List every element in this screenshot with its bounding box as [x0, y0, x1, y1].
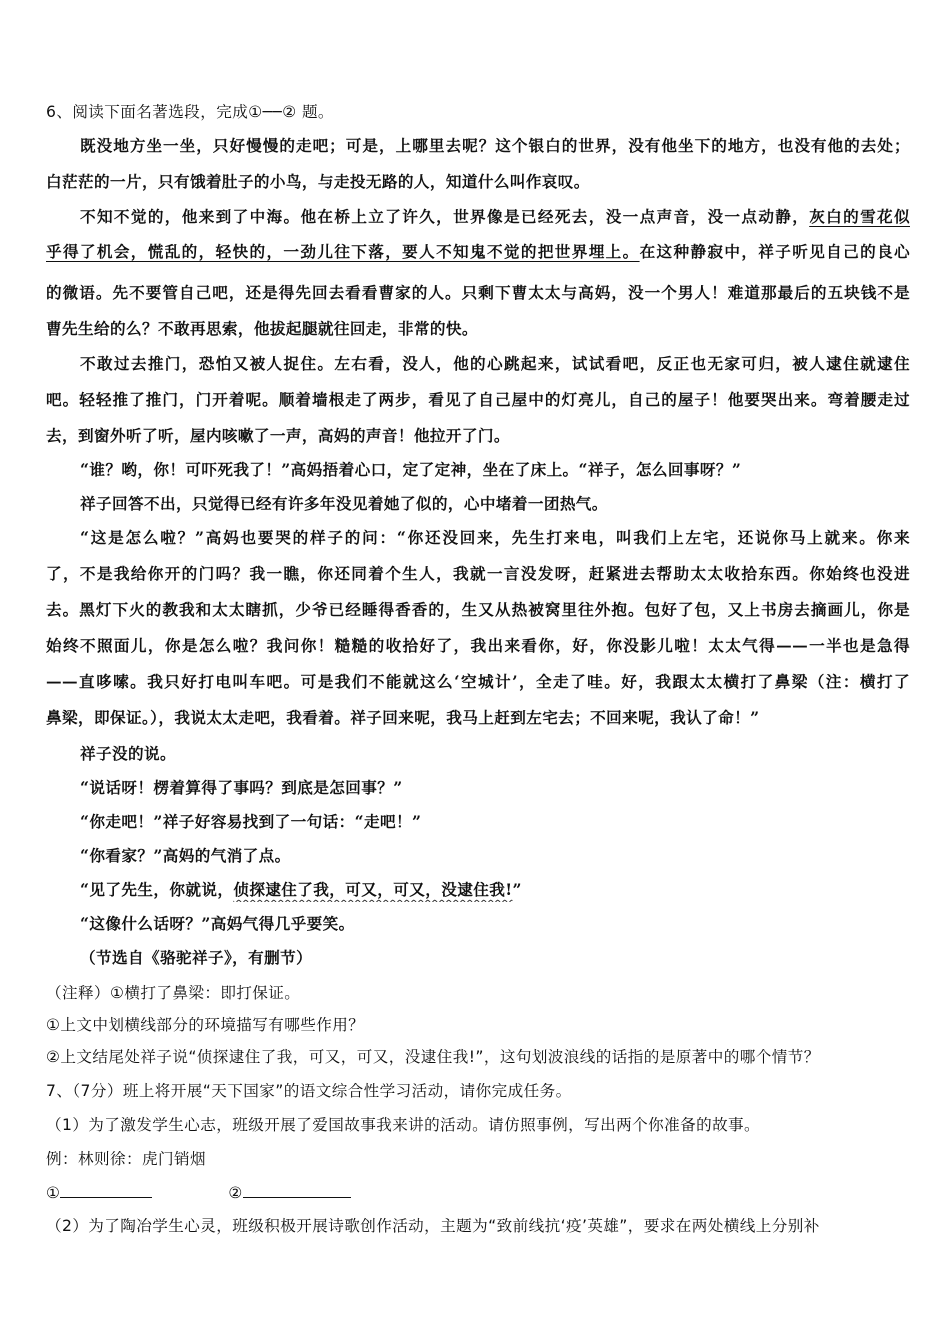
q6-subquestion-1: ①上文中划横线部分的环境描写有哪些作用？ [46, 1016, 365, 1034]
q6-dialogue-3-line-1: “这是怎么啦？”高妈也要哭的样子的问：“你还没回来，先生打来电，叫我们上左宅，还说你马上就来。你来 [80, 528, 910, 547]
q6-d8-suffix: ” [512, 880, 522, 899]
q6-p2-plain-text: 不知不觉的，他来到了中海。他在桥上立了许久，世界像是已经死去，没一点声音，没一点动静， [80, 207, 810, 226]
answer-blank-1 [60, 1181, 152, 1198]
q7-example: 例：林则徐：虎门销烟 [46, 1150, 206, 1168]
q6-note: （注释）①横打了鼻梁：即打保证。 [46, 984, 301, 1002]
q6-dialogue-2: 祥子回答不出，只觉得已经有许多年没见着她了似的，心中堵着一团热气。 [80, 494, 608, 513]
q6-dialogue-3-line-3: 去。黑灯下火的教我和太太瞎抓，少爷已经睡得香香的，生又从热被窝里往外抱。包好了包，又上书房去摘画儿，你是 [46, 600, 910, 619]
q6-paragraph-1-line-2: 白茫茫的一片，只有饿着肚子的小鸟，与走投无路的人，知道什么叫作哀叹。 [46, 172, 590, 191]
q6-d8-wavy-text: 侦探逮住了我，可又，可又，没逮住我! [233, 880, 513, 899]
q6-source: （节选自《骆驼祥子》，有删节） [80, 948, 313, 967]
q6-paragraph-3-line-1: 不敢过去推门，恐怕又被人捉住。左右看，没人，他的心跳起来，试试看吧，反正也无家可归，被人逮住就逮住 [80, 354, 910, 373]
q6-paragraph-2-line-3: 的微语。先不要管自己吧，还是得先回去看看曹家的人。只剩下曹太太与高妈，没一个男人！难道那最后的五块钱不是 [46, 283, 910, 302]
answer-blank-2 [243, 1181, 351, 1198]
q7-task-2: （2）为了陶冶学生心灵，班级积极开展诗歌创作活动，主题为“致前线抗‘疫’英雄”，要求在两处横线上分别补 [46, 1217, 820, 1235]
q7-task-1: （1）为了激发学生心志，班级开展了爱国故事我来讲的活动。请仿照事例，写出两个你准备的故事。 [46, 1116, 761, 1134]
q7-answer-blanks [46, 1181, 910, 1205]
q6-heading: 6、阅读下面名著选段，完成①──② 题。 [46, 103, 334, 121]
q6-paragraph-1-line-1: 既没地方坐一坐，只好慢慢的走吧；可是，上哪里去呢？这个银白的世界，没有他坐下的地方，也没有他的去处； [80, 136, 910, 155]
q6-dialogue-3-line-6: 鼻梁，即保证。），我说太太走吧，我看着。祥子回来呢，我马上赶到左宅去；不回来呢，我认了命！” [46, 708, 760, 727]
q6-dialogue-8 [80, 878, 910, 902]
q6-dialogue-1: “谁？哟，你！可吓死我了！”高妈捂着心口，定了定神，坐在了床上。“祥子，怎么回事呀？” [80, 460, 742, 479]
q6-dialogue-6: “你走吧！”祥子好容易找到了一句话：“走吧！” [80, 812, 422, 831]
q6-dialogue-9: “这像什么话呀？”高妈气得几乎要笑。 [80, 914, 355, 933]
q6-paragraph-3-line-2: 吧。轻轻推了推门，门开着呢。顺着墙根走了两步，看见了自己屋中的灯亮儿，自己的屋子！他要哭出来。弯着腰走过 [46, 390, 910, 409]
q6-dialogue-5: “说话呀！楞着算得了事吗？到底是怎回事？” [80, 778, 403, 797]
q6-dialogue-3-line-4: 始终不照面儿，你是怎么啦？我问你！糙糙的收拾好了，我出来看你，好，你没影儿啦！太太气得——一半也是急得 [46, 636, 910, 655]
q6-dialogue-3-line-2: 了，不是我给你开的门吗？我一瞧，你还同着个生人，我就一言没发呀，赶紧进去帮助太太收拾东西。你始终也没进 [46, 564, 910, 583]
q6-paragraph-3-line-3: 去，到窗外听了听，屋内咳嗽了一声，高妈的声音！他拉开了门。 [46, 426, 510, 445]
q6-d8-prefix: “见了先生，你就说， [80, 880, 234, 899]
q6-subquestion-2: ②上文结尾处祥子说“侦探逮住了我，可又，可又，没逮住我!”，这句划波浪线的话指的是原著中的哪个情节？ [46, 1048, 820, 1066]
blank-1-label: ① [46, 1184, 61, 1202]
blank-2-label: ② [228, 1184, 243, 1202]
q6-p2-plain-text-2: 在这种静寂中，祥子听见自己的良心 [639, 242, 910, 261]
q6-p2-underlined-text-end: 乎得了机会，慌乱的，轻快的，一劲儿往下落，要人不知鬼不觉的把世界埋上。 [46, 242, 640, 261]
q6-p2-underlined-text-start: 灰白的雪花似 [809, 207, 910, 226]
q6-dialogue-4: 祥子没的说。 [80, 744, 176, 763]
q7-heading: 7、（7分）班上将开展“天下国家”的语文综合性学习活动，请你完成任务。 [46, 1082, 572, 1100]
q6-paragraph-2-line-1 [80, 205, 910, 229]
q6-dialogue-7: “你看家？”高妈的气消了点。 [80, 846, 291, 865]
q6-dialogue-3-line-5: ——直哆嗦。我只好打电叫车吧。可是我们不能就这么‘空城计’，全走了哇。好，我跟太太横打了鼻梁（注：横打了 [46, 672, 910, 691]
q6-paragraph-2-line-4: 曹先生给的么？不敢再思索，他拔起腿就往回走，非常的快。 [46, 319, 478, 338]
q6-paragraph-2-line-2 [46, 240, 910, 264]
